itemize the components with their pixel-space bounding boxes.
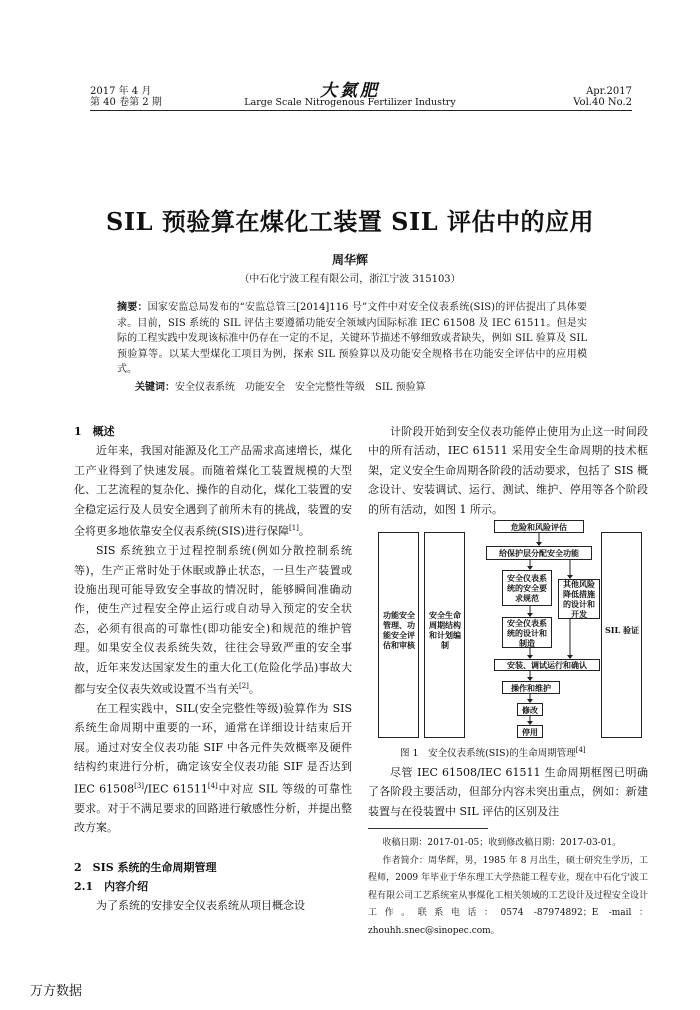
footnotes	[368, 835, 648, 940]
keywords	[135, 378, 426, 393]
abstract-label: 摘要：	[117, 302, 148, 313]
section-2-heading: 2 SIS 系统的生命周期管理	[74, 860, 217, 874]
box-sis-design: 安全仪表系统的设计和制造	[502, 617, 552, 648]
box-hazard-risk: 危险和风险评估	[494, 520, 584, 533]
header-rule	[90, 110, 632, 111]
keywords-text: 安全仪表系统 功能安全 安全完整性等级 SIL 预验算	[175, 382, 426, 393]
received-date: 收稿日期：2017-01-05；收到修改稿日期：2017-03-01。	[382, 838, 622, 848]
citation: [3]	[134, 781, 145, 790]
paragraph: SIS 系统独立于过程控制系统(例如分散控制系统等)，生产正常时处于休眠或静止状态，一旦生产装置或设施出现可能导致安全事故的情况时，能够瞬间准确动作，使生产过程安全停止运行或自动导入预定的安全状态，必须有很高的可靠性(即功能安全)和规范的维护管理。如果安全仪表系统失效，往往会导致严重的安全事故，近年来发达国家发生的重大化工(危险化学品)事故大都与安全仪表失效或设置不当有关[2]。	[74, 544, 352, 696]
figure-1-lifecycle-diagram	[378, 518, 642, 740]
box-other-risk-reduction: 其他风险降低措施的设计和开发	[558, 579, 600, 619]
paragraph: 尽管 IEC 61508/IEC 61511 生命周期框图已明确了各阶段主要活动，但部分内容未突出重点，例如：新建装置与在役装置中 SIL 评估的区别及注	[368, 766, 648, 818]
right-column-bottom	[368, 763, 648, 821]
box-operation: 操作和维护	[502, 681, 560, 694]
box-lifecycle-planning: 安全生命周期结构和计划编制	[426, 610, 464, 650]
header-volume: 第 40 卷第 2 期	[90, 97, 162, 108]
header-date-en: Apr.2017	[586, 86, 632, 97]
journal-logo: 大氮肥	[320, 81, 380, 101]
box-modification: 修改	[517, 703, 543, 716]
affiliation: （中石化宁波工程有限公司，浙江宁波 315103）	[239, 274, 461, 285]
section-1-heading: 1 概述	[74, 425, 115, 438]
watermark: 万方数据	[30, 984, 83, 999]
box-installation: 安装、调试运行和确认	[494, 659, 600, 671]
box-sil-verification: SIL 验证	[603, 618, 641, 642]
header-date: 2017 年 4 月	[90, 86, 152, 97]
citation: [2]	[239, 681, 249, 690]
paragraph: 计阶段开始到安全仪表功能停止使用为止这一时间段中的所有活动，IEC 61511 采用安全生命周期的技术框架，定义安全生命周期各阶段的活动要求，包括了 SIS 概念设计、安装调试、运行、测试、维护、停用等各个阶段的所有活动，如图 1 所示。	[368, 425, 648, 516]
figure-caption: 图 1 安全仪表系统(SIS)的生命周期管理[4]	[400, 745, 586, 759]
journal-english-name: Large Scale Nitrogenous Fertilizer Industry	[244, 97, 456, 108]
section-2-1-heading: 2.1 内容介绍	[74, 879, 149, 893]
left-column	[74, 422, 352, 916]
footnote-rule	[368, 828, 488, 829]
box-allocation: 给保护层分配安全功能	[486, 546, 592, 560]
citation: [4]	[207, 781, 218, 790]
paragraph: 为了系统的安排安全仪表系统从项目概念设	[96, 899, 305, 913]
abstract	[117, 300, 587, 378]
box-decommission: 停用	[517, 725, 543, 738]
page-title: SIL 预验算在煤化工装置 SIL 评估中的应用	[106, 207, 594, 236]
paragraph: 在工程实践中，SIL(安全完整性等级)验算作为 SIS 系统生命周期中重要的一环，通常在详细设计结束后开展。通过对安全仪表功能 SIF 中各元件失效概率及硬件结构约束进行分析，确定该安全仪表功能 SIF 是否达到 IEC 61508[3]/IEC 61511[4]中对应 SIL 等级的可靠性要求。对于不满足要求的回路进行敏感性分析，并提出整改方案。	[74, 702, 352, 835]
citation: [1]	[289, 524, 299, 533]
box-sis-requirements: 安全仪表系统的安全要求规范	[502, 570, 552, 606]
box-functional-safety-mgmt: 功能安全管理、功能安全评估和审核	[380, 610, 418, 650]
author: 周华辉	[331, 253, 368, 267]
right-column-top	[368, 422, 648, 519]
keywords-label: 关键词：	[135, 382, 175, 393]
header-volume-en: Vol.40 No.2	[573, 97, 632, 108]
author-bio: 作者简介：周华辉，男，1985 年 8 月出生，硕士研究生学历，工程师，2009 年毕业于华东理工大学热能工程专业，现在中石化宁波工程有限公司工艺系统室从事煤化工相关领域的工艺设计及过程安全设计工作。联系电话：0574 -87974892；E -mail：zhouhh.snec@sinopec.com。	[368, 855, 648, 936]
abstract-text: 国家安监总局发布的“安监总管三[2014]116 号”文件中对安全仪表系统(SIS)的评估提出了具体要求。目前，SIS 系统的 SIL 评估主要遵循功能安全领域内国际标准 IEC 61508 及 IEC 61511。但是实际的工程实践中发现该标准中仍存在一定的不足，关键环节描述不够细致或者缺失，例如 SIL 验算及 SIL 预验算等。以某大型煤化工项目为例，探索 SIL 预验算以及功能安全规格书在功能安全评估中的应用模式。	[117, 302, 588, 375]
paragraph: 近年来，我国对能源及化工产品需求高速增长，煤化工产业得到了快速发展。而随着煤化工装置规模的大型化、工艺流程的复杂化、操作的自动化，煤化工装置的安全稳定运行及人员安全遇到了前所未有的挑战，装置的安全将更多地依靠安全仪表系统(SIS)进行保障[1]。	[74, 444, 352, 538]
